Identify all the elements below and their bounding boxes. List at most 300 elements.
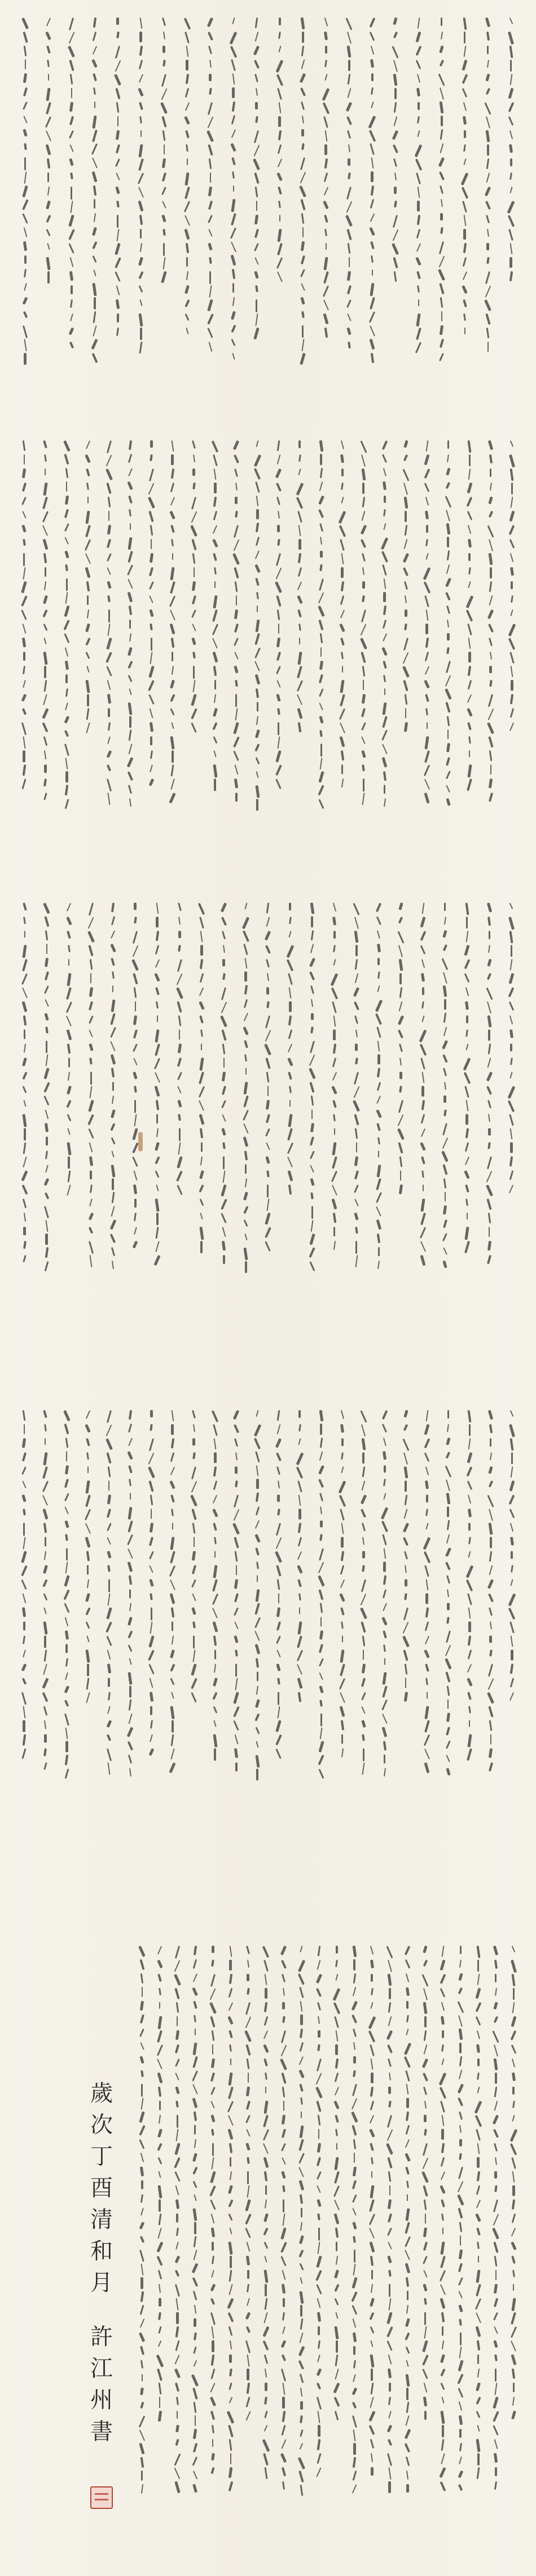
brush-stroke <box>194 2332 197 2340</box>
brush-stroke <box>421 1001 424 1009</box>
brush-stroke <box>508 32 514 45</box>
brush-stroke <box>387 2453 392 2466</box>
brush-stroke <box>21 1692 27 1705</box>
brush-stroke <box>45 1192 49 1199</box>
brush-stroke <box>246 2087 250 2097</box>
brush-stroke <box>446 785 450 792</box>
brush-stroke <box>209 285 212 298</box>
brush-stroke <box>475 2298 481 2309</box>
brush-stroke <box>288 1044 292 1052</box>
brush-stroke <box>282 2397 285 2409</box>
brush-stroke <box>138 158 144 171</box>
brush-stroke <box>361 694 365 704</box>
brush-stroke <box>406 2111 409 2122</box>
brush-stroke <box>229 2467 233 2478</box>
brush-stroke <box>128 592 133 603</box>
brush-stroke <box>439 339 443 348</box>
brush-stroke <box>280 2256 286 2266</box>
brush-stroke <box>485 286 491 298</box>
brush-stroke <box>149 511 154 522</box>
brush-stroke <box>403 2043 411 2055</box>
brush-stroke <box>212 652 218 663</box>
brush-stroke <box>282 2326 285 2334</box>
text-column <box>489 1945 502 2498</box>
brush-stroke <box>383 1589 386 1599</box>
brush-stroke <box>212 1593 218 1605</box>
brush-stroke <box>298 539 301 550</box>
brush-stroke <box>421 1974 428 1986</box>
brush-stroke <box>244 1234 247 1240</box>
brush-stroke <box>176 2101 179 2107</box>
brush-stroke <box>386 2312 393 2325</box>
brush-stroke <box>443 1027 447 1036</box>
brush-stroke <box>459 2153 462 2159</box>
signature-character: 酉 <box>90 2175 113 2201</box>
brush-stroke <box>64 454 69 465</box>
brush-stroke <box>42 708 49 719</box>
brush-stroke <box>255 17 258 28</box>
brush-stroke <box>150 736 152 745</box>
brush-stroke <box>207 117 213 129</box>
brush-stroke <box>425 666 429 674</box>
brush-stroke <box>397 931 404 943</box>
brush-stroke <box>447 647 450 654</box>
brush-stroke <box>64 716 69 724</box>
brush-stroke <box>512 1974 516 1986</box>
text-column <box>392 902 410 1274</box>
brush-stroke <box>191 1466 196 1479</box>
brush-stroke <box>115 187 120 195</box>
brush-stroke <box>405 2222 410 2234</box>
brush-stroke <box>192 1650 195 1662</box>
brush-stroke <box>244 985 248 995</box>
brush-stroke <box>355 1227 358 1234</box>
brush-stroke <box>245 1261 247 1273</box>
brush-stroke <box>487 144 489 156</box>
brush-stroke <box>209 2397 216 2407</box>
brush-stroke <box>510 1058 513 1065</box>
brush-stroke <box>162 201 166 209</box>
brush-stroke <box>157 2185 162 2198</box>
brush-stroke <box>399 987 402 998</box>
brush-stroke <box>424 1762 430 1774</box>
brush-stroke <box>512 2115 515 2122</box>
brush-stroke <box>150 1495 153 1505</box>
brush-stroke <box>440 185 443 193</box>
brush-stroke <box>64 606 69 617</box>
brush-stroke <box>467 1593 472 1605</box>
brush-stroke <box>148 1650 155 1661</box>
brush-stroke <box>256 1479 259 1489</box>
brush-stroke <box>302 115 304 123</box>
brush-stroke <box>416 60 421 69</box>
brush-stroke <box>263 2101 268 2114</box>
brush-stroke <box>440 87 444 99</box>
brush-stroke <box>407 2194 408 2201</box>
brush-stroke <box>199 1185 204 1192</box>
brush-stroke <box>127 1741 133 1751</box>
brush-stroke <box>423 2143 428 2156</box>
brush-stroke <box>346 285 351 294</box>
brush-stroke <box>463 299 467 308</box>
brush-stroke <box>425 1706 429 1719</box>
brush-stroke <box>234 1734 238 1744</box>
brush-stroke <box>22 1495 27 1503</box>
signature-character: 月 <box>90 2270 113 2296</box>
brush-stroke <box>64 550 69 558</box>
brush-stroke <box>403 454 408 462</box>
brush-stroke <box>310 1151 315 1159</box>
brush-stroke <box>384 496 386 503</box>
brush-stroke <box>282 2016 285 2023</box>
brush-stroke <box>44 1720 46 1729</box>
brush-stroke <box>265 2073 267 2080</box>
brush-stroke <box>45 1220 48 1232</box>
brush-stroke <box>485 88 490 95</box>
brush-stroke <box>150 525 153 536</box>
brush-stroke <box>193 2471 197 2479</box>
brush-stroke <box>222 959 225 966</box>
text-column <box>153 1945 166 2498</box>
brush-stroke <box>150 1678 153 1688</box>
brush-stroke <box>68 959 69 966</box>
brush-stroke <box>507 201 515 214</box>
brush-stroke <box>112 1192 115 1204</box>
brush-stroke <box>21 595 28 607</box>
brush-stroke <box>229 1988 233 1998</box>
brush-stroke <box>383 1479 386 1486</box>
brush-stroke <box>89 1199 93 1207</box>
brush-stroke <box>354 1015 358 1024</box>
brush-stroke <box>107 1748 112 1761</box>
brush-stroke <box>247 2298 250 2306</box>
brush-stroke <box>493 2425 499 2436</box>
brush-stroke <box>265 2199 267 2208</box>
brush-stroke <box>266 1100 270 1110</box>
brush-stroke <box>140 2070 144 2076</box>
brush-stroke <box>212 2157 214 2170</box>
brush-stroke <box>487 1241 491 1251</box>
brush-stroke <box>404 1551 408 1559</box>
brush-stroke <box>335 2369 339 2380</box>
brush-stroke <box>511 2157 516 2169</box>
brush-stroke <box>464 945 470 956</box>
brush-stroke <box>110 944 116 952</box>
brush-stroke <box>211 2270 214 2278</box>
brush-stroke <box>132 945 138 957</box>
brush-stroke <box>177 2115 178 2128</box>
brush-stroke <box>360 1607 367 1619</box>
brush-stroke <box>465 1128 469 1138</box>
brush-stroke <box>107 525 111 535</box>
brush-stroke <box>289 987 292 998</box>
brush-stroke <box>115 60 121 72</box>
brush-stroke <box>495 1988 497 1996</box>
brush-stroke <box>301 2208 302 2217</box>
brush-stroke <box>383 578 386 589</box>
brush-stroke <box>128 578 133 589</box>
brush-stroke <box>362 1762 365 1775</box>
brush-stroke <box>426 440 429 452</box>
brush-stroke <box>44 454 47 462</box>
brush-stroke <box>92 129 98 142</box>
brush-stroke <box>340 1607 345 1616</box>
brush-stroke <box>370 2087 374 2097</box>
brush-stroke <box>298 1523 301 1533</box>
brush-stroke <box>213 708 218 717</box>
brush-stroke <box>245 1164 247 1173</box>
brush-stroke <box>511 1452 513 1464</box>
brush-stroke <box>87 1466 89 1473</box>
brush-stroke <box>405 2236 411 2247</box>
brush-stroke <box>362 1481 366 1491</box>
brush-stroke <box>465 1086 470 1098</box>
brush-stroke <box>244 1040 248 1048</box>
brush-stroke <box>369 2213 375 2225</box>
text-column <box>376 1409 393 1782</box>
brush-stroke <box>370 2354 374 2367</box>
brush-stroke <box>171 1438 174 1448</box>
brush-stroke <box>211 2058 215 2069</box>
brush-stroke <box>186 328 188 334</box>
brush-stroke <box>246 2115 251 2123</box>
brush-stroke <box>446 481 450 488</box>
brush-stroke <box>301 283 305 290</box>
brush-stroke <box>317 2467 322 2477</box>
brush-stroke <box>208 229 213 237</box>
brush-stroke <box>446 743 450 753</box>
brush-stroke <box>111 1247 115 1257</box>
brush-stroke <box>424 1424 430 1435</box>
brush-stroke <box>247 2270 249 2279</box>
brush-stroke <box>129 1686 131 1698</box>
brush-stroke <box>158 2383 161 2394</box>
brush-stroke <box>403 1410 408 1418</box>
brush-stroke <box>334 2171 340 2184</box>
brush-stroke <box>175 2185 179 2195</box>
brush-stroke <box>139 299 142 306</box>
brush-stroke <box>424 2016 427 2027</box>
brush-stroke <box>23 73 27 83</box>
brush-stroke <box>111 1068 115 1078</box>
brush-stroke <box>171 722 174 729</box>
brush-stroke <box>138 144 143 157</box>
brush-stroke <box>107 1551 111 1559</box>
brush-stroke <box>334 2284 339 2292</box>
brush-stroke <box>323 187 328 195</box>
brush-stroke <box>459 2346 462 2358</box>
brush-stroke <box>420 945 426 955</box>
brush-stroke <box>299 638 300 644</box>
brush-stroke <box>234 1621 239 1629</box>
brush-stroke <box>245 2228 251 2238</box>
brush-stroke <box>405 1664 408 1674</box>
brush-stroke <box>129 1699 132 1711</box>
brush-stroke <box>511 2298 516 2311</box>
brush-stroke <box>463 158 466 165</box>
brush-stroke <box>297 1636 302 1648</box>
brush-stroke <box>254 1617 261 1628</box>
brush-stroke <box>213 736 217 744</box>
brush-stroke <box>489 595 493 606</box>
brush-stroke <box>421 1100 424 1110</box>
brush-stroke <box>466 931 469 942</box>
brush-stroke <box>212 440 219 453</box>
brush-stroke <box>191 1565 196 1574</box>
brush-stroke <box>441 2199 445 2208</box>
brush-stroke <box>67 1142 71 1155</box>
brush-stroke <box>116 328 119 336</box>
brush-stroke <box>116 17 119 25</box>
brush-stroke <box>447 730 449 739</box>
text-column <box>398 440 415 812</box>
brush-stroke <box>494 2298 498 2307</box>
brush-stroke <box>64 730 69 736</box>
brush-stroke <box>111 1054 116 1065</box>
brush-stroke <box>324 32 328 41</box>
text-column <box>440 1409 457 1782</box>
brush-stroke <box>214 1537 217 1544</box>
brush-stroke <box>191 539 196 550</box>
brush-stroke <box>446 1713 450 1722</box>
brush-stroke <box>311 1095 314 1106</box>
brush-stroke <box>438 255 445 267</box>
brush-stroke <box>406 1973 409 1982</box>
brush-stroke <box>445 496 452 509</box>
brush-stroke <box>311 916 313 927</box>
brush-stroke <box>489 1650 493 1656</box>
brush-stroke <box>418 102 420 110</box>
brush-stroke <box>406 2305 408 2314</box>
brush-stroke <box>486 215 490 223</box>
brush-stroke <box>489 666 492 673</box>
brush-stroke <box>355 1029 358 1037</box>
brush-stroke <box>67 931 71 939</box>
brush-stroke <box>441 2383 445 2390</box>
brush-stroke <box>383 1548 386 1558</box>
brush-stroke <box>298 1438 301 1445</box>
brush-stroke <box>140 2043 144 2050</box>
brush-stroke <box>399 973 402 984</box>
text-column <box>317 17 335 366</box>
brush-stroke <box>486 1086 492 1095</box>
brush-stroke <box>232 297 234 306</box>
brush-stroke <box>318 2030 320 2038</box>
brush-stroke <box>264 2467 267 2479</box>
brush-stroke <box>85 1593 90 1602</box>
brush-stroke <box>299 2291 304 2304</box>
brush-stroke <box>406 2402 409 2414</box>
brush-stroke <box>190 1495 197 1506</box>
brush-stroke <box>200 973 204 983</box>
brush-stroke <box>442 2030 444 2038</box>
brush-stroke <box>43 483 47 496</box>
brush-stroke <box>93 311 96 323</box>
brush-stroke <box>90 1170 92 1179</box>
brush-stroke <box>318 2242 320 2254</box>
brush-stroke <box>65 1001 72 1013</box>
brush-stroke <box>140 2056 144 2064</box>
brush-stroke <box>223 945 225 953</box>
brush-stroke <box>255 116 258 123</box>
brush-stroke <box>377 1068 380 1078</box>
brush-stroke <box>424 2030 427 2041</box>
brush-stroke <box>489 1607 493 1616</box>
brush-stroke <box>246 2326 251 2334</box>
brush-stroke <box>200 931 203 942</box>
brush-stroke <box>382 1424 387 1433</box>
brush-stroke <box>130 1493 131 1500</box>
brush-stroke <box>485 271 490 284</box>
brush-stroke <box>276 666 281 674</box>
brush-stroke <box>421 1170 424 1178</box>
brush-stroke <box>86 1481 90 1494</box>
brush-stroke <box>209 158 212 169</box>
brush-stroke <box>297 1621 302 1634</box>
brush-stroke <box>376 1027 381 1038</box>
brush-stroke <box>415 342 421 353</box>
brush-stroke <box>332 917 336 926</box>
brush-stroke <box>477 2467 480 2479</box>
brush-stroke <box>300 2194 303 2204</box>
brush-stroke <box>425 1664 429 1672</box>
brush-stroke <box>361 1692 366 1700</box>
brush-stroke <box>476 2411 481 2418</box>
brush-stroke <box>67 1086 72 1095</box>
brush-stroke <box>317 2199 321 2207</box>
brush-stroke <box>221 1002 227 1014</box>
brush-stroke <box>282 2425 286 2436</box>
brush-stroke <box>194 1537 195 1547</box>
text-column <box>270 440 287 812</box>
brush-stroke <box>352 2471 357 2481</box>
brush-stroke <box>490 1537 492 1548</box>
brush-stroke <box>406 2277 409 2287</box>
brush-stroke <box>426 525 428 533</box>
brush-stroke <box>341 1748 343 1757</box>
brush-stroke <box>332 1044 336 1054</box>
brush-stroke <box>442 1040 448 1050</box>
brush-stroke <box>133 1185 137 1195</box>
brush-stroke <box>371 2369 373 2381</box>
brush-stroke <box>69 257 73 267</box>
brush-stroke <box>214 567 217 575</box>
brush-stroke <box>134 1100 136 1113</box>
brush-stroke <box>424 1452 430 1462</box>
brush-stroke <box>393 74 398 86</box>
brush-stroke <box>138 313 143 326</box>
brush-stroke <box>464 130 466 138</box>
brush-stroke <box>340 722 345 733</box>
brush-stroke <box>317 2312 321 2322</box>
brush-stroke <box>94 199 95 209</box>
brush-stroke <box>465 903 469 915</box>
brush-stroke <box>510 1044 512 1051</box>
brush-stroke <box>348 243 351 254</box>
brush-stroke <box>394 88 397 99</box>
brush-stroke <box>128 661 133 669</box>
brush-stroke <box>424 765 430 776</box>
brush-stroke <box>175 2270 180 2277</box>
brush-stroke <box>335 2228 338 2238</box>
brush-stroke <box>148 483 155 495</box>
brush-stroke <box>155 1029 160 1042</box>
brush-stroke <box>107 1452 112 1464</box>
brush-stroke <box>133 1170 137 1181</box>
brush-stroke <box>340 1706 345 1717</box>
brush-stroke <box>370 339 375 350</box>
brush-stroke <box>245 1068 247 1075</box>
